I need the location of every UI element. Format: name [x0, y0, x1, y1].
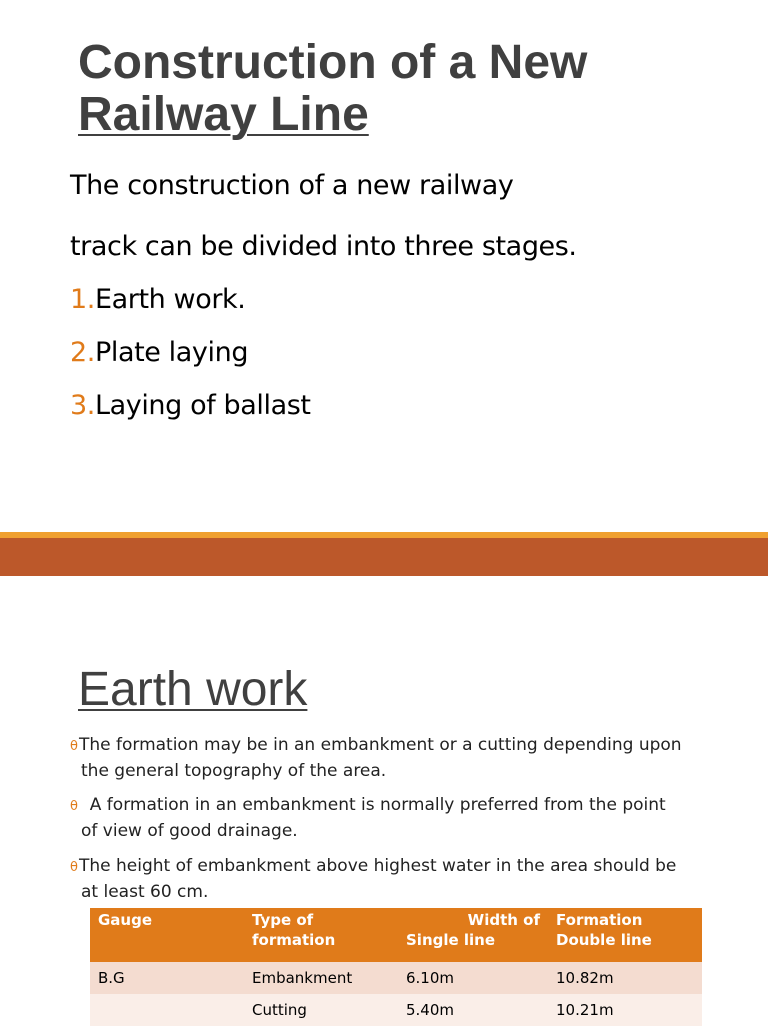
cell-single: 6.10m: [398, 962, 548, 994]
theta-bullet-icon: θ: [70, 799, 78, 814]
slide-title: Earth work: [78, 663, 308, 716]
cell-gauge: B.G: [90, 962, 244, 994]
stage-label: Earth work.: [94, 284, 246, 315]
slide-earth-work: [0, 576, 768, 1024]
cell-gauge: [90, 994, 244, 1026]
cell-double: 10.82m: [548, 962, 702, 994]
table-row: [90, 962, 702, 994]
header-single-line2: Single line: [406, 931, 496, 949]
header-double-line: [548, 908, 702, 962]
cell-double: 10.21m: [548, 994, 702, 1026]
bullet-text-line1: A formation in an embankment is normally preferred from the point: [78, 795, 666, 815]
stage-item-1: [70, 284, 245, 315]
bullet-text-line1: The height of embankment above highest water in the area should be: [78, 856, 677, 876]
table-header-row: [90, 908, 702, 962]
slide-divider-bar: [0, 538, 768, 576]
slide-title-line1: Construction of a New: [78, 36, 588, 89]
stage-label: Plate laying: [94, 337, 249, 368]
intro-text-line1: The construction of a new railway: [70, 170, 514, 201]
cell-type: Cutting: [244, 994, 398, 1026]
bullet-text-line2: at least 60 cm.: [81, 882, 209, 902]
stage-item-3: [70, 390, 311, 421]
slide-title-line2: Railway Line: [78, 88, 369, 141]
header-type-line2: formation: [252, 931, 336, 949]
stage-number: 2.: [70, 337, 95, 368]
cell-type: Embankment: [244, 962, 398, 994]
header-type-line1: Type of: [252, 911, 314, 929]
header-single-line1: Width of: [467, 911, 540, 929]
theta-bullet-icon: θ: [70, 739, 78, 754]
bullet-item: [70, 733, 710, 784]
bullet-text-line2: of view of good drainage.: [81, 821, 298, 841]
stage-number: 1.: [70, 284, 95, 315]
bullet-item: [70, 793, 710, 844]
header-type: [244, 908, 398, 962]
cell-single: 5.40m: [398, 994, 548, 1026]
theta-bullet-icon: θ: [70, 860, 78, 875]
stage-label: Laying of ballast: [94, 390, 311, 421]
stage-item-2: [70, 337, 248, 368]
bullet-item: [70, 854, 710, 905]
formation-width-table: [90, 908, 702, 1026]
table-row: [90, 994, 702, 1026]
intro-text-line2: track can be divided into three stages.: [70, 231, 577, 262]
stage-number: 3.: [70, 390, 95, 421]
header-single-line: [398, 908, 548, 962]
bullet-text-line1: The formation may be in an embankment or a cutting depending upon: [78, 735, 682, 755]
header-gauge: Gauge: [90, 908, 244, 962]
header-double-line1: Formation: [556, 911, 643, 929]
bullet-text-line2: the general topography of the area.: [81, 761, 387, 781]
header-double-line2: Double line: [556, 931, 652, 949]
